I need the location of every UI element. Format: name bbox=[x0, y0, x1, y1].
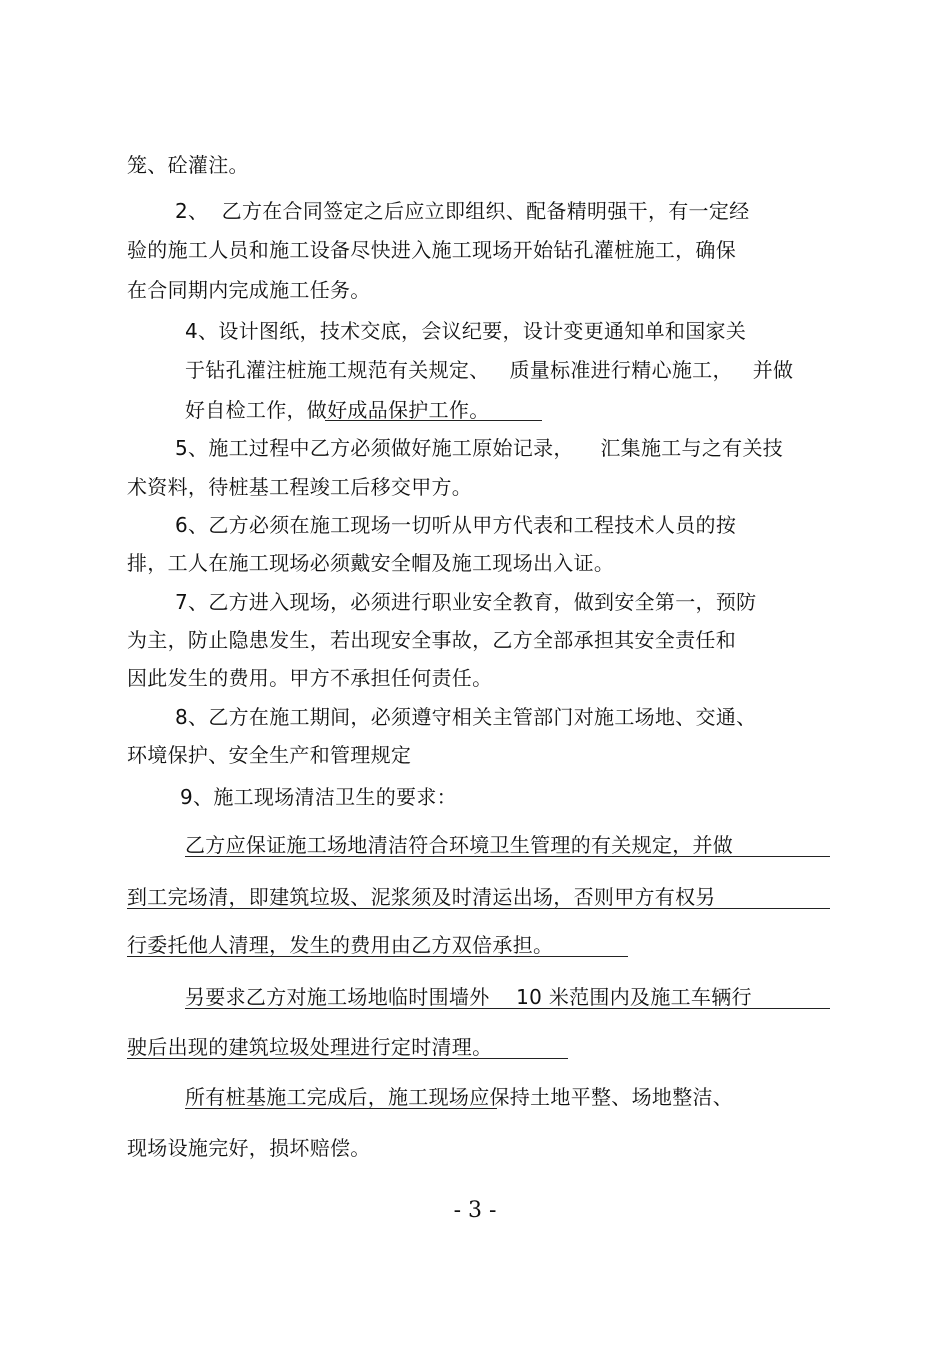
text-line: 排，工人在施工现场必须戴安全帽及施工现场出入证。 bbox=[127, 551, 615, 575]
text-line: 4、设计图纸，技术交底，会议纪要，设计变更通知单和国家关 bbox=[185, 319, 747, 343]
text-line: 环境保护、安全生产和管理规定 bbox=[127, 743, 412, 767]
underline-rule bbox=[127, 908, 830, 909]
text-line: 另要求乙方对施工场地临时围墙外 10 米范围内及施工车辆行 bbox=[185, 985, 752, 1009]
underline-rule bbox=[185, 1008, 830, 1009]
underline-rule bbox=[325, 420, 542, 421]
underline-rule bbox=[127, 956, 628, 957]
underline-rule bbox=[185, 856, 830, 857]
text-line: 所有桩基施工完成后，施工现场应保持土地平整、场地整洁、 bbox=[185, 1085, 734, 1109]
text-line: 于钻孔灌注桩施工规范有关规定、 质量标准进行精心施工， 并做 bbox=[185, 358, 794, 382]
text-line: 2、 乙方在合同签定之后应立即组织、配备精明强干，有一定经 bbox=[175, 199, 750, 223]
text-line: 因此发生的费用。甲方不承担任何责任。 bbox=[127, 666, 493, 690]
underline-rule bbox=[127, 1058, 568, 1059]
text-line: 在合同期内完成施工任务。 bbox=[127, 278, 371, 302]
text-line: 到工完场清，即建筑垃圾、泥浆须及时清运出场，否则甲方有权另 bbox=[127, 885, 716, 909]
text-line: 现场设施完好，损坏赔偿。 bbox=[127, 1136, 371, 1160]
text-line: 8、乙方在施工期间，必须遵守相关主管部门对施工场地、交通、 bbox=[175, 705, 757, 729]
text-line: 乙方应保证施工场地清洁符合环境卫生管理的有关规定，并做 bbox=[185, 833, 734, 857]
text-line: 行委托他人清理，发生的费用由乙方双倍承担。 bbox=[127, 933, 554, 957]
text-line: 好自检工作，做好成品保护工作。 bbox=[185, 398, 490, 422]
text-line: 术资料，待桩基工程竣工后移交甲方。 bbox=[127, 475, 473, 499]
text-line: 验的施工人员和施工设备尽快进入施工现场开始钻孔灌桩施工，确保 bbox=[127, 238, 736, 262]
text-line: 5、施工过程中乙方必须做好施工原始记录， 汇集施工与之有关技 bbox=[175, 436, 784, 460]
text-line: 驶后出现的建筑垃圾处理进行定时清理。 bbox=[127, 1035, 493, 1059]
text-line: 6、乙方必须在施工现场一切听从甲方代表和工程技术人员的按 bbox=[175, 513, 737, 537]
text-line: 为主，防止隐患发生，若出现安全事故，乙方全部承担其安全责任和 bbox=[127, 628, 736, 652]
text-line: 笼、砼灌注。 bbox=[127, 153, 249, 177]
text-line: 7、乙方进入现场，必须进行职业安全教育，做到安全第一，预防 bbox=[175, 590, 757, 614]
page-number: - 3 - bbox=[453, 1198, 497, 1223]
text-line: 9、施工现场清洁卫生的要求： bbox=[180, 785, 457, 809]
underline-rule bbox=[185, 1108, 497, 1109]
